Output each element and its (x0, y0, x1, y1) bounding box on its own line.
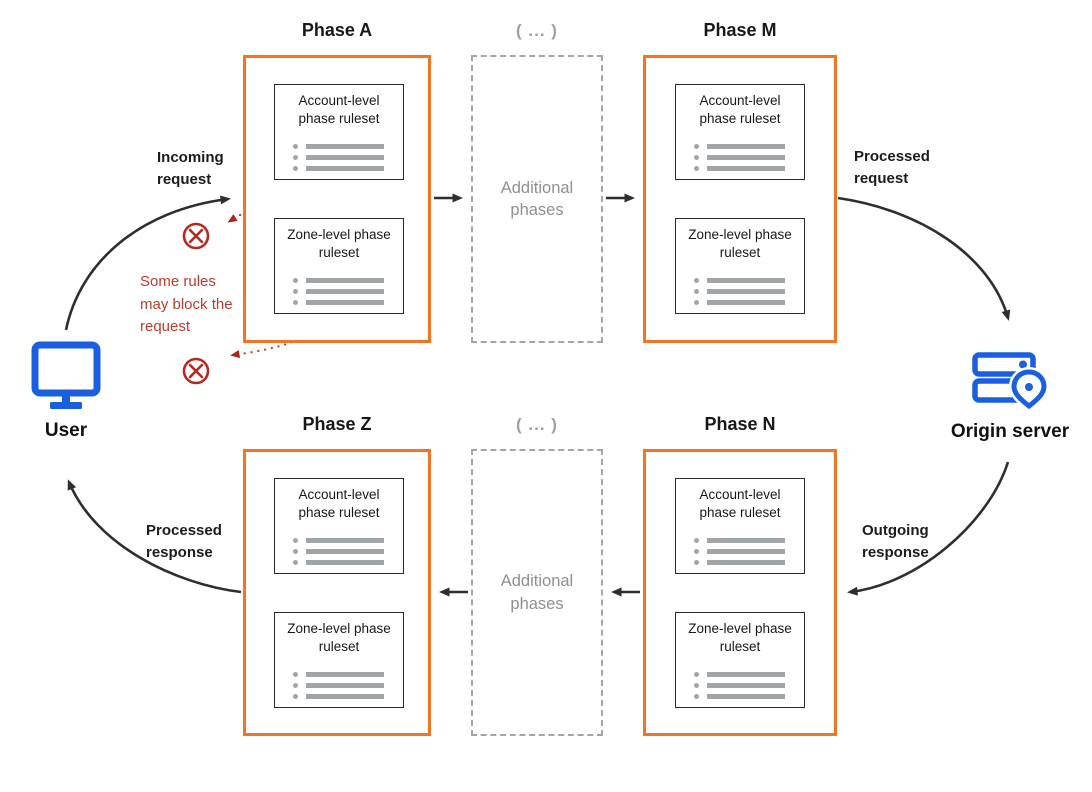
phase-z-title: Phase Z (302, 414, 372, 434)
rule-line (694, 549, 794, 554)
phase-m-account-ruleset-box (675, 84, 805, 180)
bullet-dot (293, 683, 298, 688)
rule-bar (707, 144, 785, 149)
blocked-icon-bottom (184, 359, 208, 383)
phase-n-title: Phase N (704, 414, 776, 434)
rule-line (694, 560, 794, 565)
phase-z-account-ruleset-box (274, 478, 404, 574)
rule-line (694, 538, 794, 543)
bullet-dot (293, 300, 298, 305)
server-location-pin-icon (970, 350, 1050, 418)
rule-line (694, 672, 794, 677)
rule-bar (707, 278, 785, 283)
ruleset-title: Zone-level phase ruleset (688, 227, 792, 260)
rule-bar (306, 289, 384, 294)
rule-bar (306, 300, 384, 305)
ruleset-rules-list (285, 672, 393, 699)
bullet-dot (694, 144, 699, 149)
rule-bar (707, 289, 785, 294)
rule-bar (306, 278, 384, 283)
phase-a-box (243, 55, 431, 343)
ruleset-rules-list (686, 538, 794, 565)
rule-line (293, 549, 393, 554)
bullet-dot (293, 289, 298, 294)
ruleset-title: Account-level phase ruleset (699, 487, 781, 520)
rule-bar (707, 560, 785, 565)
rule-bar (306, 672, 384, 677)
bullet-dot (694, 155, 699, 160)
bullet-dot (293, 155, 298, 160)
bullet-dot (293, 549, 298, 554)
ruleset-rules-list (686, 672, 794, 699)
rule-bar (306, 683, 384, 688)
rule-bar (306, 549, 384, 554)
bullet-dot (293, 278, 298, 283)
ruleset-rules-list (285, 144, 393, 171)
rule-line (694, 289, 794, 294)
rule-line (293, 694, 393, 699)
rule-bar (707, 549, 785, 554)
rule-line (293, 278, 393, 283)
bullet-dot (694, 683, 699, 688)
rule-bar (306, 560, 384, 565)
phase-m-title: Phase M (703, 20, 777, 40)
rule-line (694, 144, 794, 149)
rule-bar (306, 166, 384, 171)
rule-bar (707, 155, 785, 160)
phase-m-box (643, 55, 837, 343)
bullet-dot (694, 289, 699, 294)
monitor-icon (29, 340, 103, 414)
additional-phases-ellipsis-top: ( ... ) (516, 21, 558, 40)
rule-line (293, 300, 393, 305)
rule-line (293, 683, 393, 688)
bullet-dot (293, 694, 298, 699)
arrow-processed-request (838, 198, 1008, 318)
rule-line (694, 166, 794, 171)
phase-a-account-ruleset-box (274, 84, 404, 180)
processed-request-label: Processed request (854, 148, 930, 187)
rule-bar (306, 144, 384, 149)
origin-server-label: Origin server (950, 421, 1070, 442)
bullet-dot (694, 694, 699, 699)
ruleset-title: Account-level phase ruleset (298, 487, 380, 520)
ruleset-rules-list (285, 538, 393, 565)
rule-line (694, 300, 794, 305)
block-note: Some rules may block the request (140, 273, 233, 335)
bullet-dot (694, 300, 699, 305)
phase-z-box (243, 449, 431, 736)
ruleset-rules-list (686, 144, 794, 171)
additional-phases-box-top (471, 55, 603, 343)
rule-line (694, 278, 794, 283)
phase-n-box (643, 449, 837, 736)
bullet-dot (694, 538, 699, 543)
phase-a-title: Phase A (301, 20, 373, 40)
phase-n-zone-ruleset-box (675, 612, 805, 708)
ruleset-title: Zone-level phase ruleset (688, 621, 792, 654)
rule-bar (707, 694, 785, 699)
rule-bar (707, 683, 785, 688)
user-label: User (44, 420, 88, 441)
ruleset-title: Zone-level phase ruleset (287, 621, 391, 654)
incoming-request-label: Incoming request (157, 149, 224, 188)
rule-bar (707, 672, 785, 677)
ruleset-title: Zone-level phase ruleset (287, 227, 391, 260)
rule-bar (707, 300, 785, 305)
ruleset-rules-list (686, 278, 794, 305)
bullet-dot (694, 549, 699, 554)
rule-line (694, 694, 794, 699)
additional-phases-ellipsis-bottom: ( ... ) (516, 415, 558, 434)
rule-line (694, 683, 794, 688)
rule-line (293, 538, 393, 543)
bullet-dot (694, 560, 699, 565)
blocked-icon-top (184, 224, 208, 248)
phase-n-account-ruleset-box (675, 478, 805, 574)
ruleset-rules-list (285, 278, 393, 305)
outgoing-response-label: Outgoing response (862, 522, 929, 561)
rule-bar (707, 538, 785, 543)
rule-line (293, 144, 393, 149)
bullet-dot (293, 166, 298, 171)
rule-bar (707, 166, 785, 171)
bullet-dot (694, 672, 699, 677)
additional-phases-label: Additional phases (500, 572, 574, 613)
rule-line (293, 672, 393, 677)
rule-bar (306, 155, 384, 160)
rule-bar (306, 694, 384, 699)
bullet-dot (293, 672, 298, 677)
phase-z-zone-ruleset-box (274, 612, 404, 708)
rule-line (293, 155, 393, 160)
additional-phases-label: Additional phases (500, 178, 574, 219)
phase-m-zone-ruleset-box (675, 218, 805, 314)
bullet-dot (293, 144, 298, 149)
rule-bar (306, 538, 384, 543)
processed-response-label: Processed response (146, 522, 222, 561)
bullet-dot (694, 278, 699, 283)
rule-line (293, 289, 393, 294)
ruleset-title: Account-level phase ruleset (298, 93, 380, 126)
additional-phases-box-bottom (471, 449, 603, 736)
bullet-dot (293, 538, 298, 543)
rule-line (694, 155, 794, 160)
rule-line (293, 560, 393, 565)
rule-line (293, 166, 393, 171)
bullet-dot (293, 560, 298, 565)
ruleset-title: Account-level phase ruleset (699, 93, 781, 126)
phase-a-zone-ruleset-box (274, 218, 404, 314)
bullet-dot (694, 166, 699, 171)
